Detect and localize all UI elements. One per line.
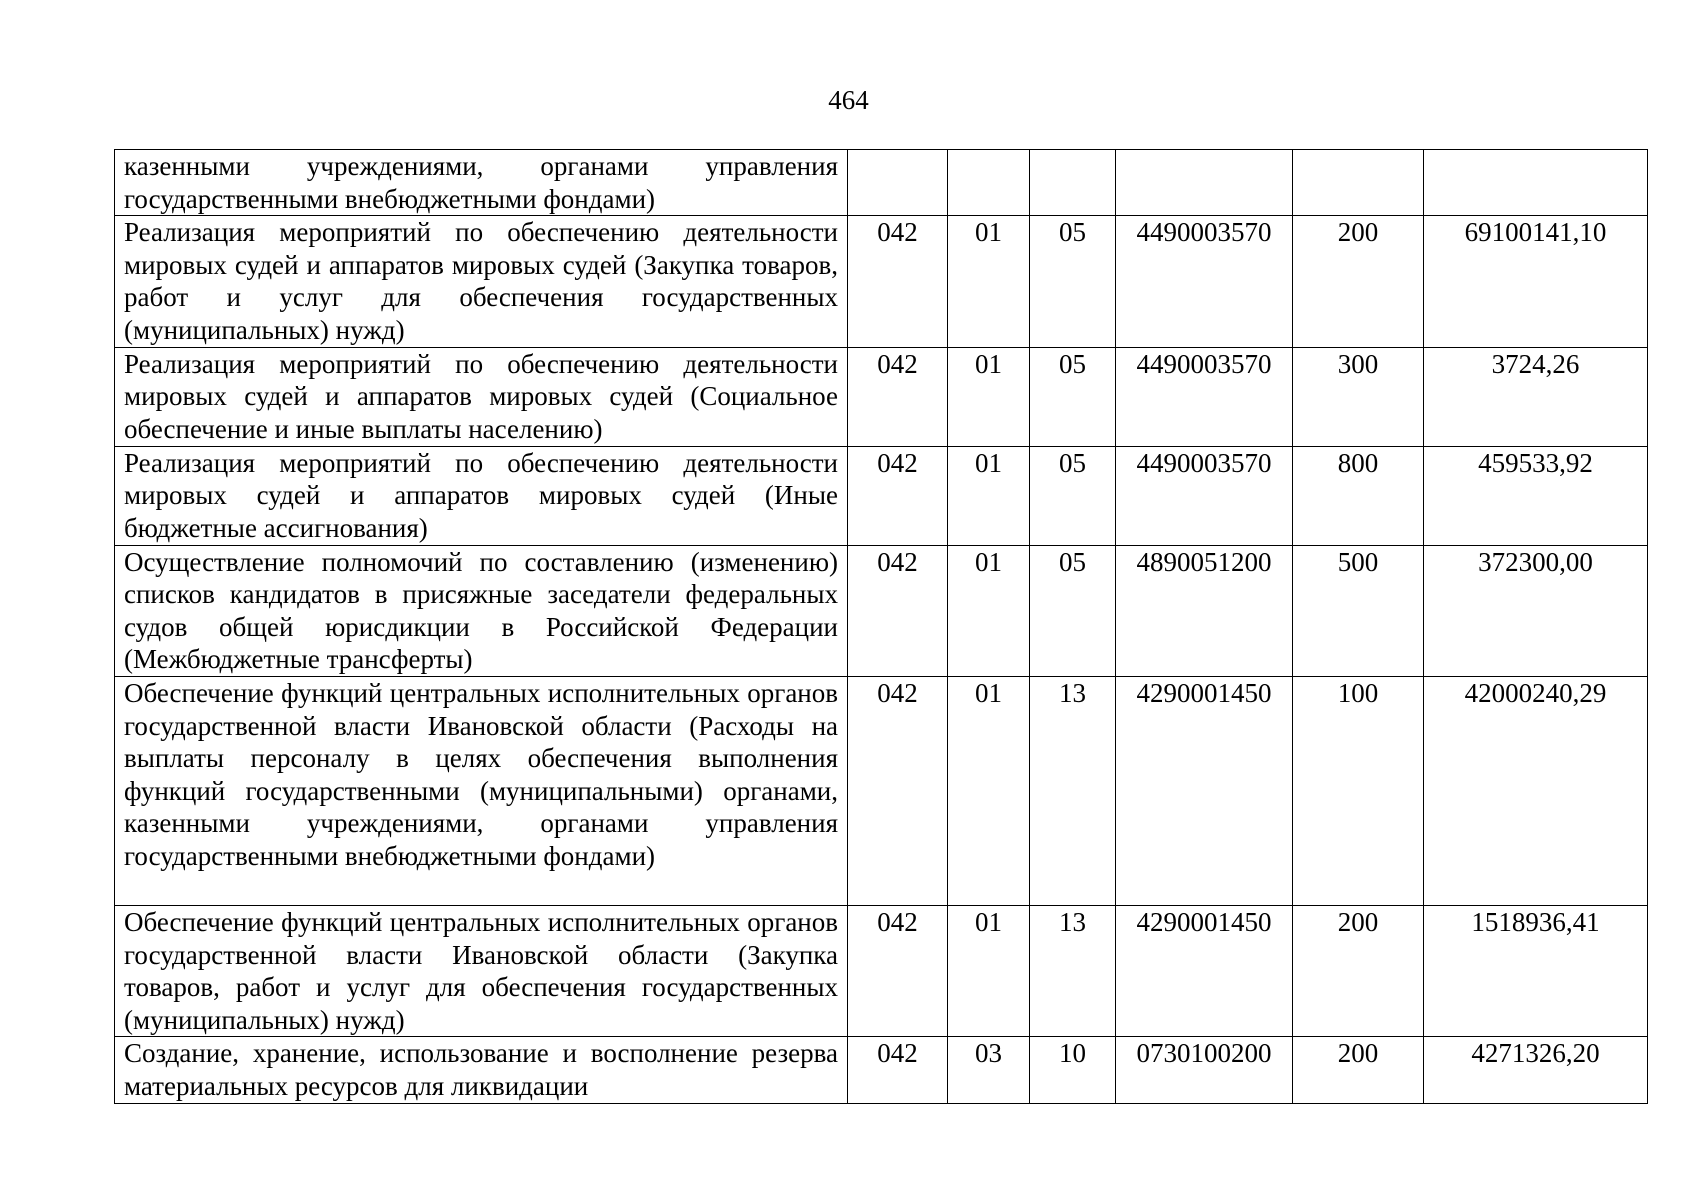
ministry-code: 042 xyxy=(848,1037,948,1103)
amount-value: 1518936,41 xyxy=(1424,905,1648,1036)
target-article-code xyxy=(1116,150,1293,216)
subsection-code xyxy=(1030,150,1116,216)
page-number: 464 xyxy=(828,85,869,115)
target-article-code: 4490003570 xyxy=(1116,347,1293,446)
budget-table xyxy=(114,149,1648,1104)
ministry-code: 042 xyxy=(848,905,948,1036)
table-row xyxy=(115,1037,1648,1103)
ministry-code: 042 xyxy=(848,545,948,676)
table-row xyxy=(115,446,1648,545)
amount-value: 4271326,20 xyxy=(1424,1037,1648,1103)
table-row xyxy=(115,347,1648,446)
subsection-code: 05 xyxy=(1030,216,1116,347)
amount-value: 42000240,29 xyxy=(1424,676,1648,905)
section-code: 01 xyxy=(948,676,1030,905)
section-code: 01 xyxy=(948,545,1030,676)
expense-kind-code: 800 xyxy=(1293,446,1424,545)
target-article-code: 4490003570 xyxy=(1116,446,1293,545)
amount-value: 69100141,10 xyxy=(1424,216,1648,347)
expense-kind-code: 500 xyxy=(1293,545,1424,676)
section-code: 01 xyxy=(948,347,1030,446)
table-row xyxy=(115,150,1648,216)
section-code xyxy=(948,150,1030,216)
row-description: Обеспечение функций центральных исполнительных органов государственной власти Ивановской области (Расходы на выплаты персоналу в целях обеспечения выполнения функций государственными (муниципальными) органами, казенными учреждениями, органами управления государственными внебюджетными фондами) xyxy=(115,676,848,905)
row-description: Реализация мероприятий по обеспечению деятельности мировых судей и аппаратов мировых судей (Иные бюджетные ассигнования) xyxy=(115,446,848,545)
expense-kind-code: 200 xyxy=(1293,216,1424,347)
row-description: казенными учреждениями, органами управления государственными внебюджетными фондами) xyxy=(115,150,848,216)
row-description: Реализация мероприятий по обеспечению деятельности мировых судей и аппаратов мировых судей (Социальное обеспечение и иные выплаты населению) xyxy=(115,347,848,446)
amount-value: 459533,92 xyxy=(1424,446,1648,545)
section-code: 01 xyxy=(948,216,1030,347)
table-row xyxy=(115,216,1648,347)
subsection-code: 13 xyxy=(1030,905,1116,1036)
row-description: Осуществление полномочий по составлению (изменению) списков кандидатов в присяжные заседатели федеральных судов общей юрисдикции в Российской Федерации (Межбюджетные трансферты) xyxy=(115,545,848,676)
subsection-code: 13 xyxy=(1030,676,1116,905)
ministry-code: 042 xyxy=(848,446,948,545)
section-code: 01 xyxy=(948,446,1030,545)
expense-kind-code xyxy=(1293,150,1424,216)
section-code: 01 xyxy=(948,905,1030,1036)
table-row xyxy=(115,545,1648,676)
expense-kind-code: 100 xyxy=(1293,676,1424,905)
target-article-code: 4290001450 xyxy=(1116,905,1293,1036)
ministry-code: 042 xyxy=(848,676,948,905)
target-article-code: 0730100200 xyxy=(1116,1037,1293,1103)
table-row xyxy=(115,905,1648,1036)
row-description: Создание, хранение, использование и восполнение резерва материальных ресурсов для ликвидации xyxy=(115,1037,848,1103)
table-row xyxy=(115,676,1648,905)
expense-kind-code: 300 xyxy=(1293,347,1424,446)
subsection-code: 10 xyxy=(1030,1037,1116,1103)
subsection-code: 05 xyxy=(1030,545,1116,676)
target-article-code: 4890051200 xyxy=(1116,545,1293,676)
ministry-code: 042 xyxy=(848,347,948,446)
subsection-code: 05 xyxy=(1030,347,1116,446)
section-code: 03 xyxy=(948,1037,1030,1103)
row-description: Обеспечение функций центральных исполнительных органов государственной власти Ивановской области (Закупка товаров, работ и услуг для обеспечения государственных (муниципальных) нужд) xyxy=(115,905,848,1036)
ministry-code xyxy=(848,150,948,216)
target-article-code: 4290001450 xyxy=(1116,676,1293,905)
amount-value: 372300,00 xyxy=(1424,545,1648,676)
expense-kind-code: 200 xyxy=(1293,905,1424,1036)
amount-value: 3724,26 xyxy=(1424,347,1648,446)
amount-value xyxy=(1424,150,1648,216)
subsection-code: 05 xyxy=(1030,446,1116,545)
ministry-code: 042 xyxy=(848,216,948,347)
expense-kind-code: 200 xyxy=(1293,1037,1424,1103)
row-description: Реализация мероприятий по обеспечению деятельности мировых судей и аппаратов мировых судей (Закупка товаров, работ и услуг для обеспечения государственных (муниципальных) нужд) xyxy=(115,216,848,347)
target-article-code: 4490003570 xyxy=(1116,216,1293,347)
